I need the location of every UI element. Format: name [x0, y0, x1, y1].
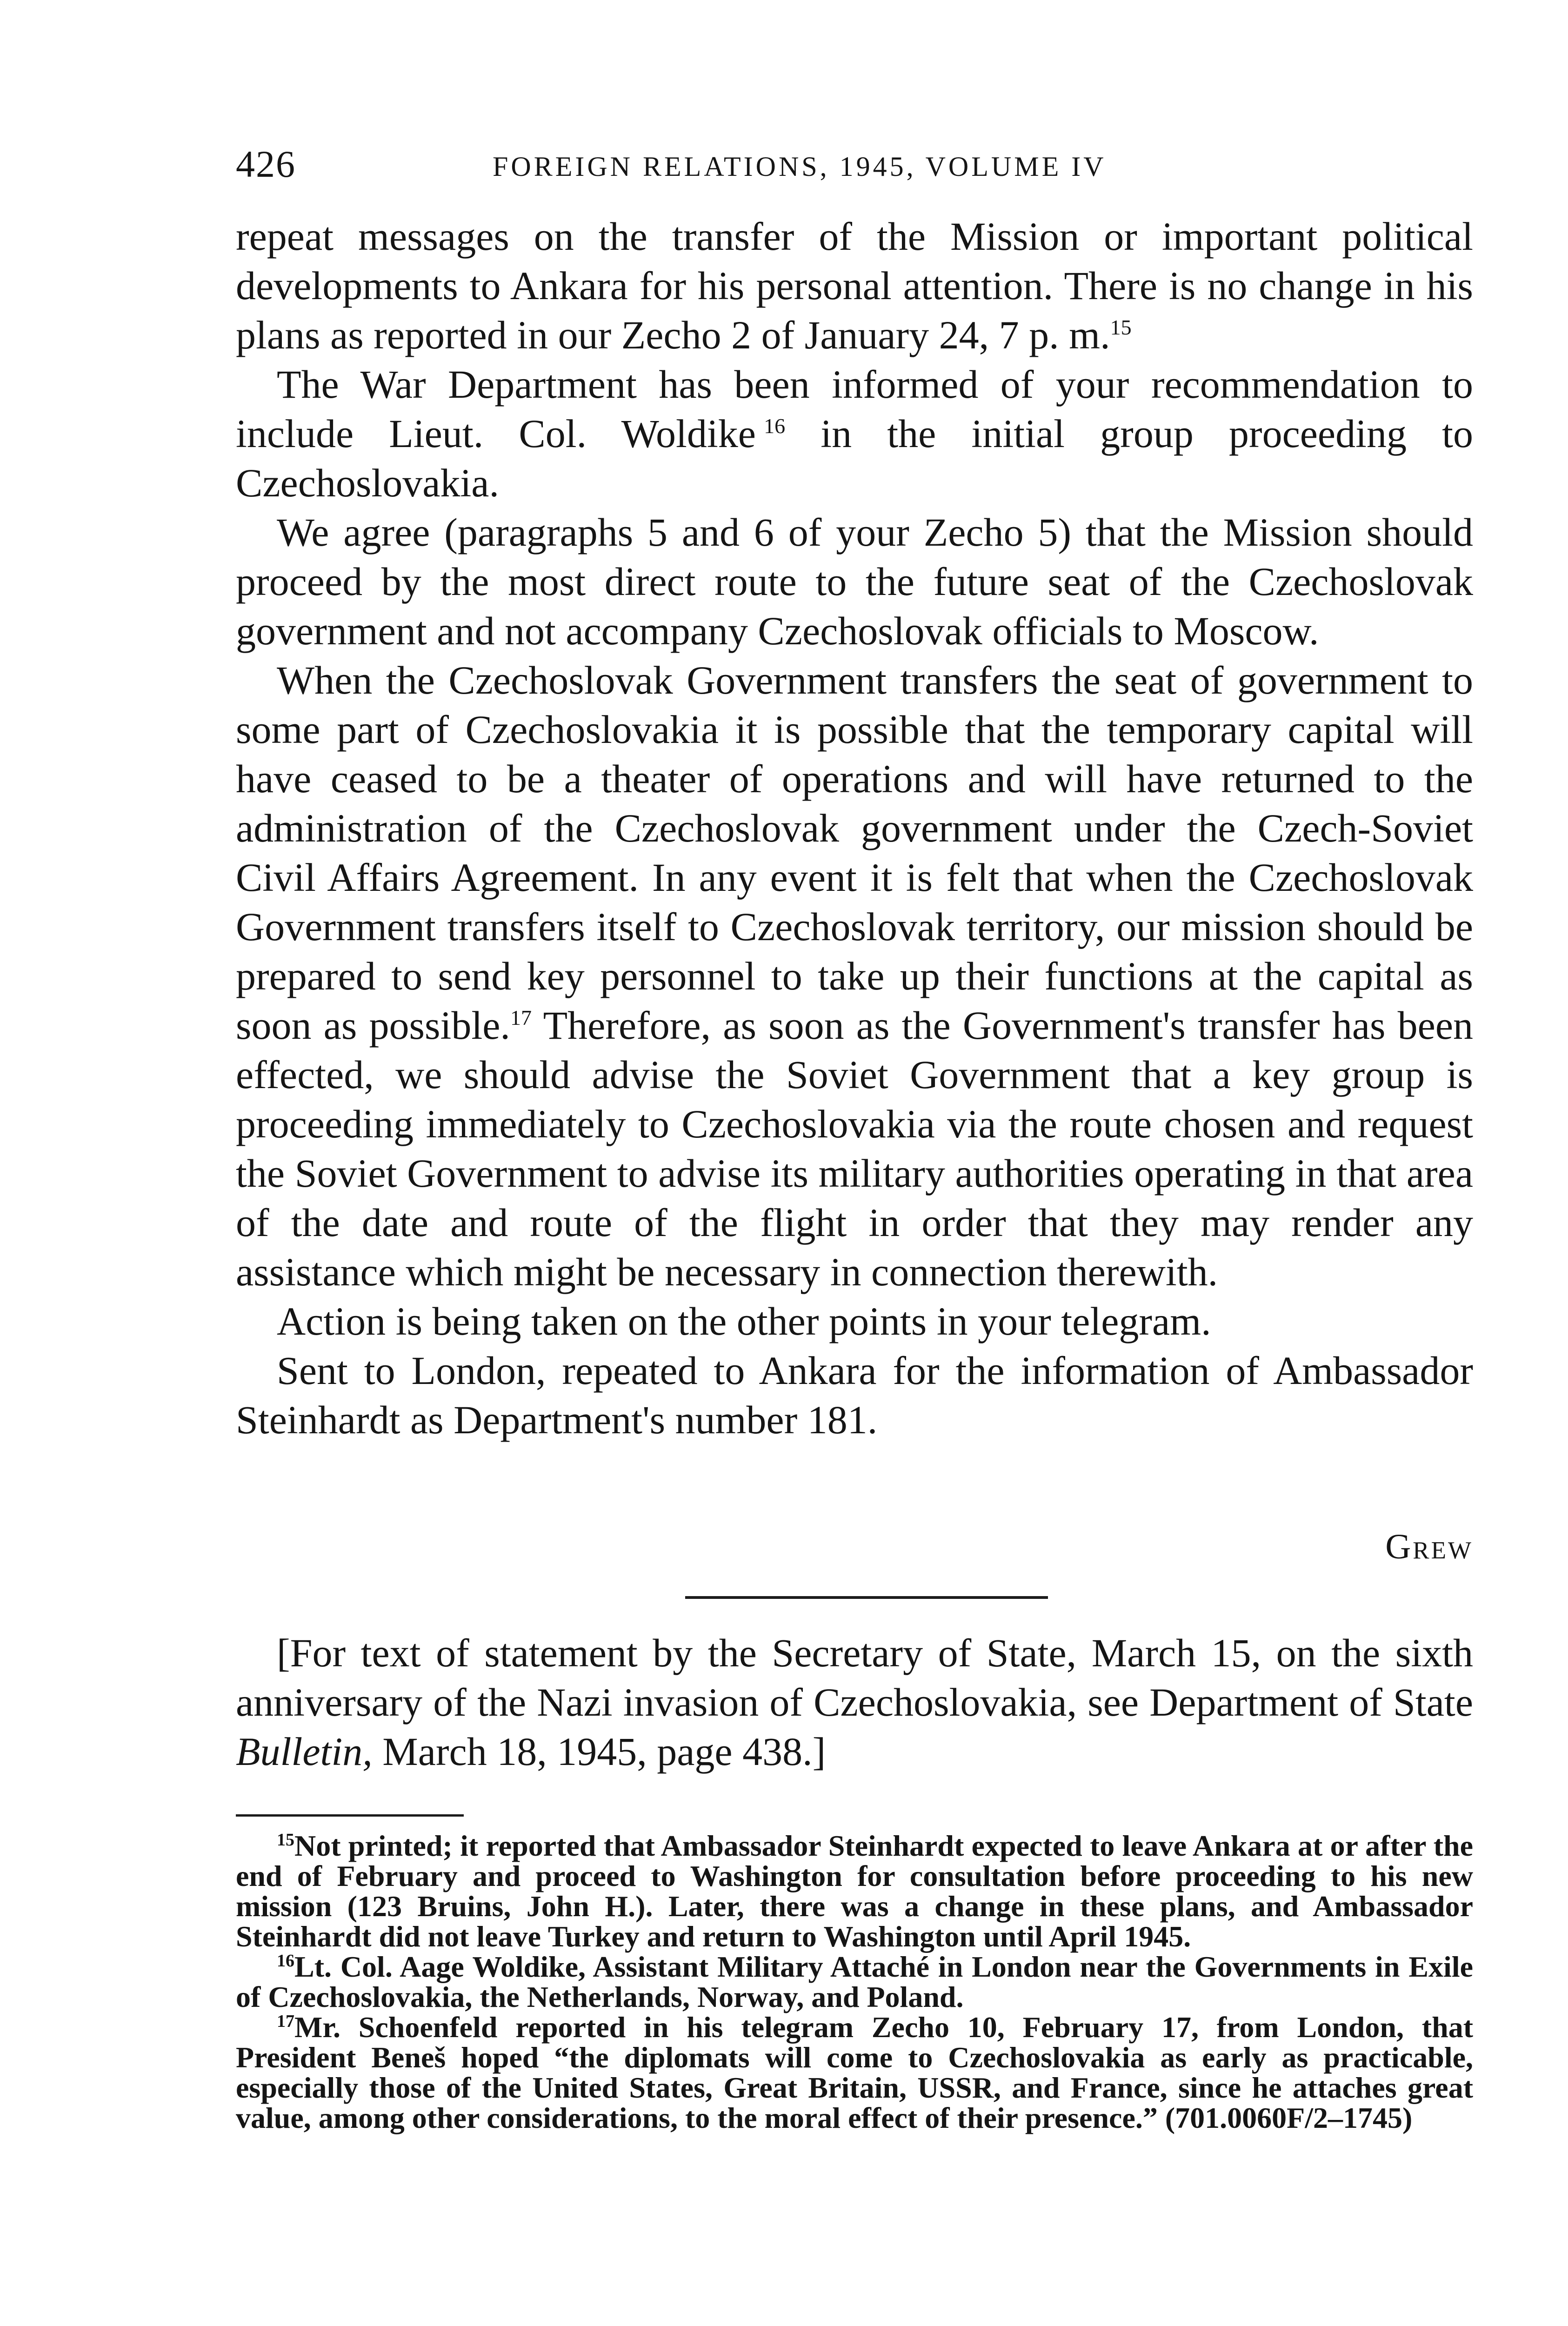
paragraph: The War Department has been informed of your recommendation to include Lieut. Col. Woldike $^{16}$ in the initial group proceeding to Czechoslovakia.: [236, 362, 1473, 505]
footnote-number: 17: [277, 2012, 294, 2031]
footnotes: [236, 1831, 1473, 2133]
paragraph: We agree (paragraphs 5 and 6 of your Zecho 5) that the Mission should proceed by the most direct route to the future seat of the Czechoslovak government and not accompany Czechoslovak officials to Moscow.: [236, 510, 1473, 653]
footnote: $^{16}$Lt. Col. Aage Woldike, Assistant Military Attaché in London near the Governments in Exile of Czechoslovakia, the Netherlands, Norway, and Poland.: [236, 1950, 1473, 2013]
footnote-number: 16: [277, 1951, 294, 1971]
paragraph: Action is being taken on the other points in your telegram.: [277, 1299, 1211, 1343]
footnote-ref: 17: [510, 1006, 532, 1029]
footnote-divider: [236, 1814, 464, 1817]
paragraph: When the Czechoslovak Government transfers the seat of government to some part of Czechoslovakia it is possible that the temporary capital will have ceased to be a theater of operations and will have returned to the administration of the Czechoslovak government under the Czech-Soviet Civil Affairs Agreement. In any event it is felt that when the Czechoslovak Government transfers itself to Czechoslovak territory, our mission should be prepared to send key personnel to take up their functions at the capital as soon as possible.$^{17}$ Therefore, as soon as the Government's transfer has been effected, we should advise the Soviet Government that a key group is proceeding immediately to Czechoslovakia via the route chosen and request the Soviet Government to advise its military authorities operating in that area of the date and route of the flight in order that they may render any assistance which might be necessary in connection therewith.: [236, 658, 1474, 1294]
footnote-ref: 16: [764, 414, 786, 438]
footnote-ref: 15: [1110, 315, 1132, 339]
publication-title: Bulletin,: [236, 1729, 373, 1774]
paragraph: Sent to London, repeated to Ankara for the information of Ambassador Steinhardt as Department's number 181.: [236, 1348, 1473, 1442]
signature: Grew: [1385, 1527, 1473, 1566]
footnote: $^{15}$Not printed; it reported that Ambassador Steinhardt expected to leave Ankara at or after the end of February and proceed to Washington for consultation before proceeding to his new mission (123 Bruins, John H.). Later, there was a change in these plans, and Ambassador Steinhardt did not leave Turkey and return to Washington until April 1945.: [236, 1829, 1473, 1953]
editorial-note: [For text of statement by the Secretary of State, March 15, on the sixth anniversary of the Nazi invasion of Czechoslovakia, see Department of State Bulletin, March 18, 1945, page 438.]: [236, 1631, 1473, 1774]
footnote-number: 15: [277, 1830, 294, 1850]
page-number: 426: [236, 143, 296, 185]
body-text: [236, 212, 1473, 1444]
section-divider: [685, 1596, 1048, 1599]
page-header: [236, 139, 1473, 190]
footnote: $^{17}$Mr. Schoenfeld reported in his telegram Zecho 10, February 17, from London, that President Beneš hoped “the diplomats will come to Czechoslovakia as early as practicable, especially those of the United States, Great Britain, USSR, and France, since he attaches great value, among other considerations, to the moral effect of their presence.” (701.0060F/2–1745): [236, 2011, 1473, 2134]
paragraph: repeat messages on the transfer of the Mission or important political developments to Ankara for his personal attention. There is no change in his plans as reported in our Zecho 2 of January 24, 7 p. m.$^{15}$: [236, 214, 1473, 357]
running-head: FOREIGN RELATIONS, 1945, VOLUME IV: [493, 151, 1107, 182]
